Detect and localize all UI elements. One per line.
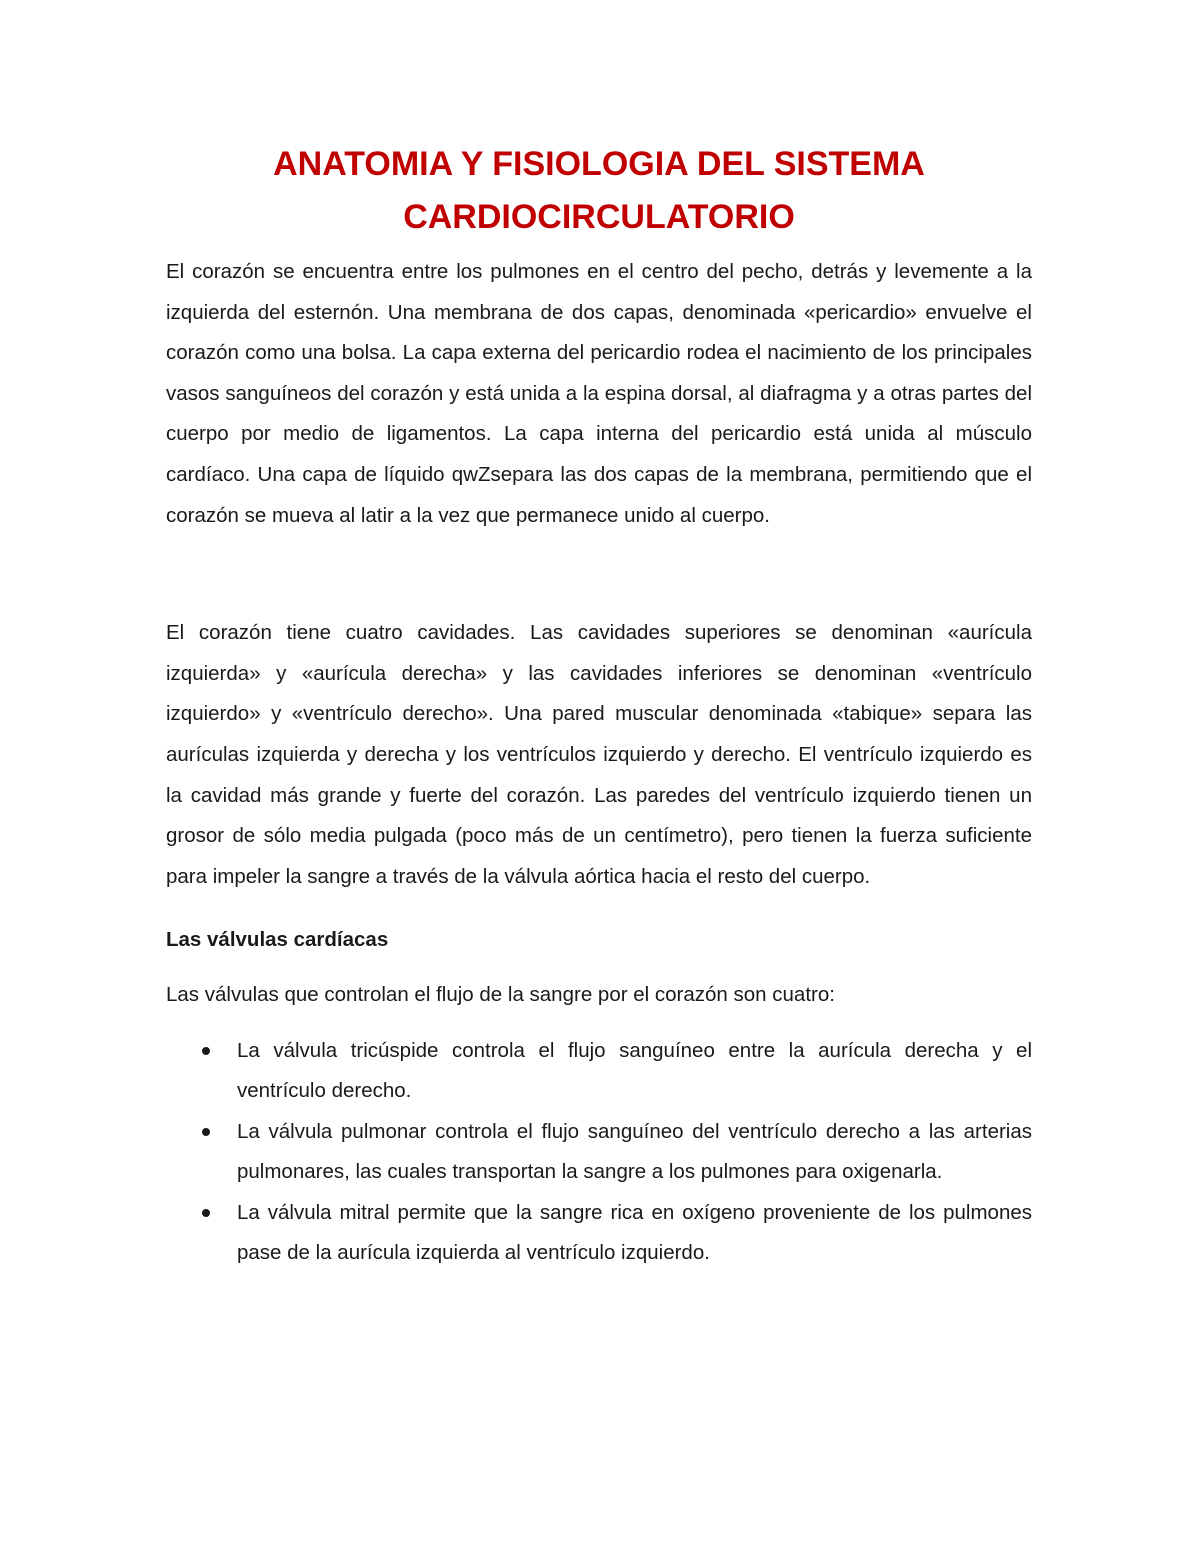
list-item: [166, 1112, 1032, 1193]
paragraph-pericardio: El corazón se encuentra entre los pulmones en el centro del pecho, detrás y levemente a la izquierda del esternón. Una membrana de dos capas, denominada «pericardio» envuelve el corazón como una bolsa. La capa externa del pericardio rodea el nacimiento de los principales vasos sanguíneos del corazón y está unida a la espina dorsal, al diafragma y a otras partes del cuerpo por medio de ligamentos. La capa interna del pericardio está unida al músculo cardíaco. Una capa de líquido qwZsepara las dos capas de la membrana, permitiendo que el corazón se mueva al latir a la vez que permanece unido al cuerpo.: [166, 260, 1032, 527]
list-item: [166, 1031, 1032, 1112]
list-item-text: La válvula tricúspide controla el flujo sanguíneo entre la aurícula derecha y el ventrículo derecho.: [237, 1038, 1032, 1103]
document-title: ANATOMIA Y FISIOLOGIA DEL SISTEMA CARDIOCIRCULATORIO: [273, 145, 925, 236]
valves-list: [166, 1031, 1032, 1275]
list-item-text: La válvula mitral permite que la sangre rica en oxígeno proveniente de los pulmones pase de la aurícula izquierda al ventrículo izquierdo.: [237, 1200, 1032, 1265]
bullet-icon: [202, 1047, 210, 1055]
list-item: [166, 1193, 1032, 1274]
bullet-icon: [202, 1128, 210, 1136]
section-heading-valvulas: Las válvulas cardíacas: [166, 928, 389, 952]
bullet-icon: [202, 1209, 210, 1217]
list-item-text: La válvula pulmonar controla el flujo sanguíneo del ventrículo derecho a las arterias pulmonares, las cuales transportan la sangre a los pulmones para oxigenarla.: [237, 1119, 1032, 1184]
paragraph-cavidades: El corazón tiene cuatro cavidades. Las cavidades superiores se denominan «aurícula izquierda» y «aurícula derecha» y las cavidades inferiores se denominan «ventrículo izquierdo» y «ventrículo derecho». Una pared muscular denominada «tabique» separa las aurículas izquierda y derecha y los ventrículos izquierdo y derecho. El ventrículo izquierdo es la cavidad más grande y fuerte del corazón. Las paredes del ventrículo izquierdo tienen un grosor de sólo media pulgada (poco más de un centímetro), pero tienen la fuerza suficiente para impeler la sangre a través de la válvula aórtica hacia el resto del cuerpo.: [166, 621, 1032, 888]
document-page: [166, 138, 1032, 1274]
section-intro: Las válvulas que controlan el flujo de la sangre por el corazón son cuatro:: [166, 982, 835, 1006]
